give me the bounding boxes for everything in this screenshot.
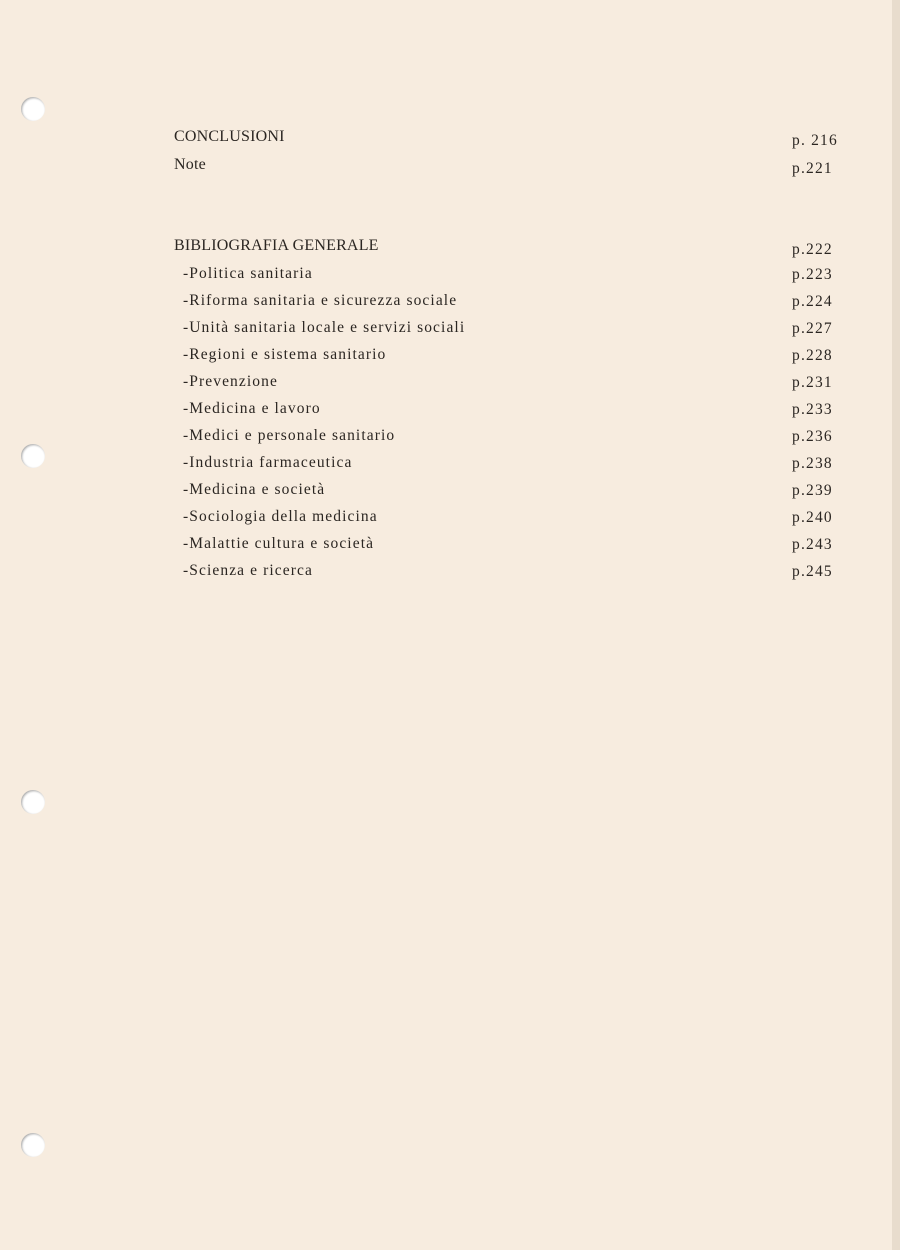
toc-entry — [0, 508, 900, 532]
toc-entry-page: p. 216 — [792, 132, 838, 149]
toc-entry — [0, 346, 900, 370]
toc-entry — [0, 292, 900, 316]
toc-entry-page: p.245 — [792, 563, 833, 580]
toc-entry-page: p.233 — [792, 401, 833, 418]
toc-entry-label: -Scienza e ricerca — [183, 562, 313, 579]
toc-entry-page: p.223 — [792, 266, 833, 283]
toc-entry-label: -Sociologia della medicina — [183, 508, 378, 525]
toc-entry-page: p.231 — [792, 374, 833, 391]
toc-entry-label: -Prevenzione — [183, 373, 278, 390]
toc-entry-label: -Industria farmaceutica — [183, 454, 353, 471]
toc-entry-label: -Medicina e lavoro — [183, 400, 321, 417]
toc-entry-page: p.240 — [792, 509, 833, 526]
toc-section-heading — [0, 237, 900, 261]
toc-entry — [0, 427, 900, 451]
toc-entry-label: -Politica sanitaria — [183, 265, 313, 282]
toc-entry-label: -Riforma sanitaria e sicurezza sociale — [183, 292, 458, 309]
punch-hole-icon — [21, 790, 45, 814]
toc-entry-page: p.236 — [792, 428, 833, 445]
toc-entry-label: -Unità sanitaria locale e servizi sociali — [183, 319, 466, 336]
toc-entry-label: Note — [174, 156, 206, 173]
toc-entry-page: p.228 — [792, 347, 833, 364]
toc-entry-conclusioni — [0, 128, 900, 152]
punch-hole-icon — [21, 1133, 45, 1157]
paper-edge — [892, 0, 900, 1250]
toc-entry-label: -Regioni e sistema sanitario — [183, 346, 387, 363]
toc-entry — [0, 454, 900, 478]
toc-entry-page: p.221 — [792, 160, 833, 177]
toc-entry — [0, 535, 900, 559]
toc-entry-label: CONCLUSIONI — [174, 128, 285, 145]
toc-entry-page: p.238 — [792, 455, 833, 472]
toc-entry-page: p.239 — [792, 482, 833, 499]
toc-entry — [0, 562, 900, 586]
toc-entry-page: p.243 — [792, 536, 833, 553]
toc-entry — [0, 319, 900, 343]
toc-entry — [0, 265, 900, 289]
toc-entry-page: p.222 — [792, 241, 833, 258]
section-title: BIBLIOGRAFIA GENERALE — [174, 237, 379, 254]
toc-entry-page: p.227 — [792, 320, 833, 337]
toc-entry-label: -Medicina e società — [183, 481, 326, 498]
toc-entry-page: p.224 — [792, 293, 833, 310]
toc-entry — [0, 373, 900, 397]
toc-entry-label: -Medici e personale sanitario — [183, 427, 396, 444]
punch-hole-icon — [21, 97, 45, 121]
toc-entry-note — [0, 156, 900, 180]
toc-entry — [0, 400, 900, 424]
toc-entry — [0, 481, 900, 505]
toc-entry-label: -Malattie cultura e società — [183, 535, 375, 552]
